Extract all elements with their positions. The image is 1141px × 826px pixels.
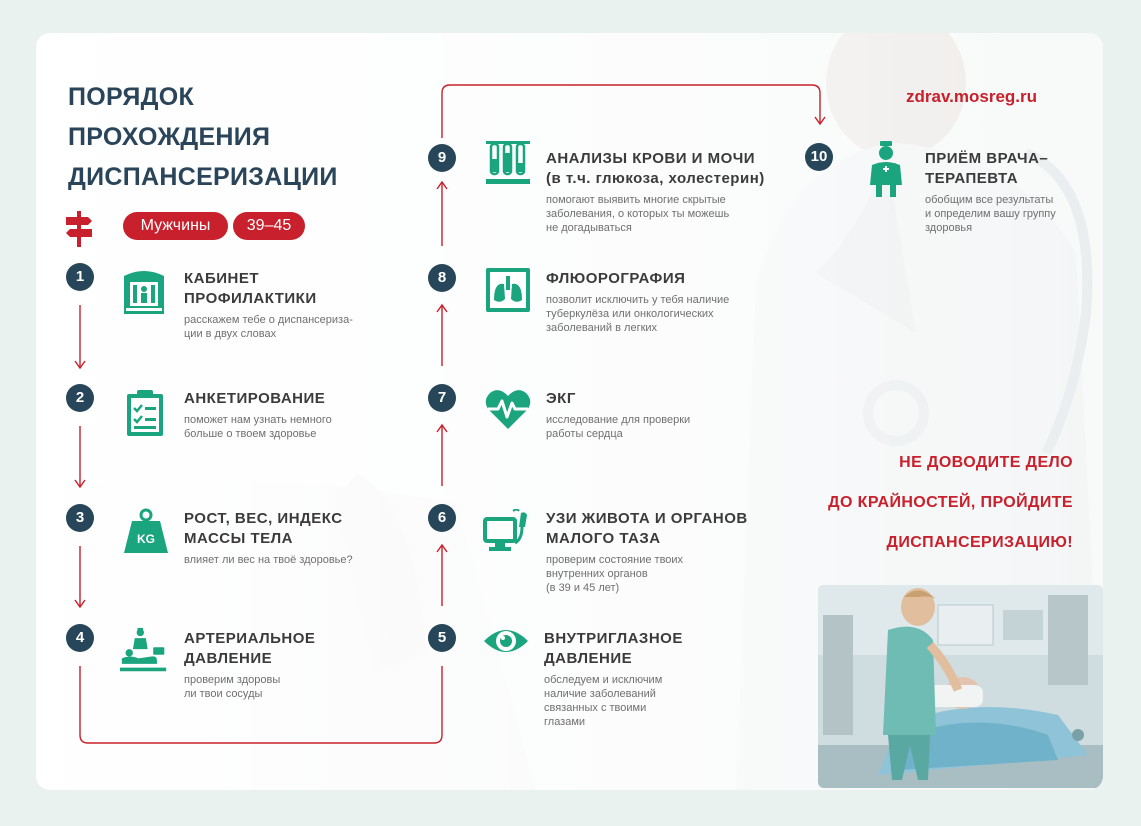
step-title: ПРОФИЛАКТИКИ — [184, 290, 317, 307]
step-description: заболеваний в легких — [546, 322, 658, 334]
title-line: ДИСПАНСЕРИЗАЦИИ — [68, 163, 338, 191]
step-description: здоровья — [925, 222, 973, 234]
doctor-icon — [864, 141, 908, 199]
step-2 — [184, 389, 404, 441]
step-description: обобщим все результаты — [925, 194, 1054, 206]
step-number: 3 — [66, 504, 94, 532]
slogan — [753, 443, 1073, 563]
step-title: ЭКГ — [546, 390, 576, 407]
step-description: глазами — [544, 716, 586, 728]
step-title: ПРИЁМ ВРАЧА– — [925, 150, 1049, 167]
step-description: поможет нам узнать немного — [184, 414, 332, 426]
step-title: ВНУТРИГЛАЗНОЕ — [544, 630, 683, 647]
step-description: ции в двух словах — [184, 328, 277, 340]
step-number: 4 — [66, 624, 94, 652]
page-title — [68, 77, 388, 197]
gender-badge: Мужчины — [123, 212, 228, 240]
heart-ecg-icon — [484, 385, 532, 433]
hospital-photo — [818, 585, 1103, 788]
step-description: позволит исключить у тебя наличие — [546, 294, 730, 306]
step-description: расскажем тебе о диспансериза- — [184, 314, 353, 326]
step-description: (в 39 и 45 лет) — [546, 582, 620, 594]
step-title: АНКЕТИРОВАНИЕ — [184, 390, 326, 407]
clipboard-icon — [123, 388, 171, 436]
step-number: 1 — [66, 263, 94, 291]
step-number: 7 — [428, 384, 456, 412]
step-1 — [184, 269, 404, 341]
step-description: связанных с твоими — [544, 702, 647, 714]
weight-icon-label: KG — [137, 532, 155, 546]
signpost-icon — [64, 211, 94, 247]
step-title: МАССЫ ТЕЛА — [184, 530, 293, 547]
step-description: наличие заболеваний — [544, 688, 656, 700]
step-3 — [184, 509, 414, 567]
lungs-xray-icon — [484, 266, 532, 314]
step-title: ТЕРАПЕВТА — [925, 170, 1019, 187]
step-description: исследование для проверки — [546, 414, 691, 426]
step-title: УЗИ ЖИВОТА И ОРГАНОВ — [546, 510, 748, 527]
step-number: 5 — [428, 624, 456, 652]
step-description: проверим состояние твоих — [546, 554, 684, 566]
test-tubes-icon — [484, 139, 532, 187]
step-number: 6 — [428, 504, 456, 532]
step-title: АРТЕРИАЛЬНОЕ — [184, 630, 316, 647]
step-description: обследуем и исключим — [544, 674, 663, 686]
step-description: туберкулёза или онкологических — [546, 308, 714, 320]
step-5 — [544, 629, 764, 729]
step-8 — [546, 269, 786, 335]
step-number: 8 — [428, 264, 456, 292]
step-title: КАБИНЕТ — [184, 270, 260, 287]
slogan-line: ДО КРАЙНОСТЕЙ, ПРОЙДИТЕ — [828, 494, 1073, 511]
clinic-icon — [120, 266, 168, 314]
website-link[interactable]: zdrav.mosreg.ru — [906, 87, 1038, 106]
step-6 — [546, 509, 786, 595]
step-description: ли твои сосуды — [184, 688, 263, 700]
step-4 — [184, 629, 404, 701]
step-description: помогают выявить многие скрытые — [546, 194, 726, 206]
weight-icon — [122, 507, 170, 555]
title-line: ПРОХОЖДЕНИЯ — [68, 123, 271, 151]
step-number: 10 — [805, 143, 833, 171]
eye-icon — [482, 617, 530, 665]
slogan-line: ДИСПАНСЕРИЗАЦИЮ! — [886, 534, 1073, 551]
blood-pressure-icon — [120, 627, 168, 675]
step-description: заболевания, о которых ты можешь — [546, 208, 730, 220]
infographic-card — [36, 33, 1103, 790]
step-description: работы сердца — [546, 428, 623, 440]
step-description: влияет ли вес на твоё здоровье? — [184, 554, 353, 566]
step-description: внутренних органов — [546, 568, 648, 580]
step-description: и определим вашу группу — [925, 208, 1056, 220]
step-description: не догадываться — [546, 222, 632, 234]
step-title: РОСТ, ВЕС, ИНДЕКС — [184, 510, 343, 527]
slogan-line: НЕ ДОВОДИТЕ ДЕЛО — [899, 454, 1073, 471]
step-9 — [546, 149, 806, 235]
step-title: ДАВЛЕНИЕ — [184, 650, 273, 667]
step-title: ДАВЛЕНИЕ — [544, 650, 633, 667]
step-10 — [925, 149, 1100, 235]
step-title: МАЛОГО ТАЗА — [546, 530, 661, 547]
age-badge: 39–45 — [233, 212, 305, 240]
step-title: ФЛЮОРОГРАФИЯ — [546, 270, 686, 287]
title-line: ПОРЯДОК — [68, 83, 195, 111]
ultrasound-icon — [483, 509, 531, 557]
step-number: 2 — [66, 384, 94, 412]
step-number: 9 — [428, 144, 456, 172]
step-description: проверим здоровы — [184, 674, 281, 686]
step-7 — [546, 389, 766, 441]
step-title: АНАЛИЗЫ КРОВИ И МОЧИ — [546, 150, 756, 167]
step-description: больше о твоем здоровье — [184, 428, 317, 440]
step-title: (в т.ч. глюкоза, холестерин) — [546, 170, 765, 187]
